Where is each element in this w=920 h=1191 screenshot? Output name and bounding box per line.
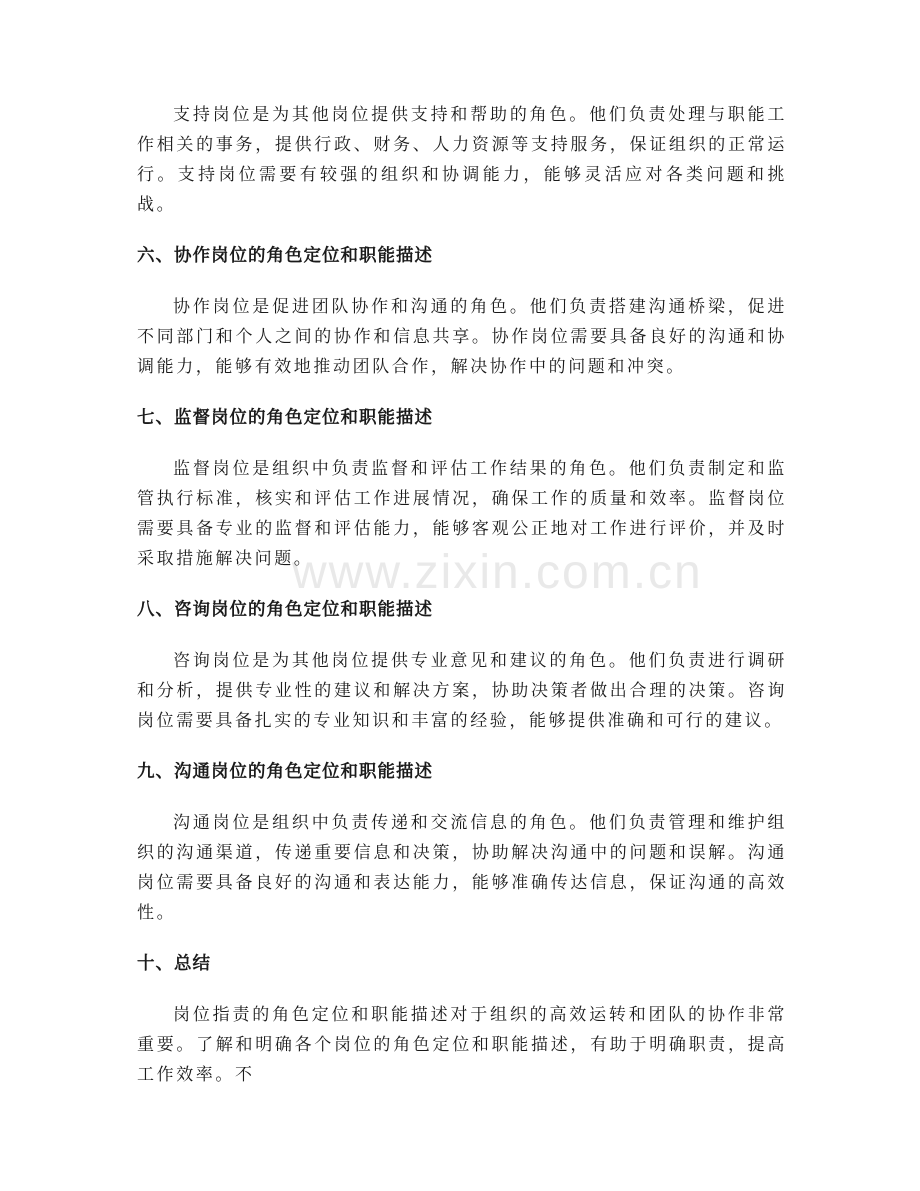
section-heading-10: 十、总结 bbox=[137, 954, 211, 974]
section-heading-8: 八、咨询岗位的角色定位和职能描述 bbox=[137, 600, 433, 620]
section-body-8: 咨询岗位是为其他岗位提供专业意见和建议的角色。他们负责进行调研和分析，提供专业性的建议和解决方案，协助决策者做出合理的决策。咨询岗位需要具备扎实的专业知识和丰富的经验，能够提供准确和可行的建议。 bbox=[137, 651, 787, 731]
section-body-6: 协作岗位是促进团队协作和沟通的角色。他们负责搭建沟通桥梁，促进不同部门和个人之间的协作和信息共享。协作岗位需要具备良好的沟通和协调能力，能够有效地推动团队合作，解决协作中的问题和冲突。 bbox=[137, 297, 787, 377]
section-heading-6: 六、协作岗位的角色定位和职能描述 bbox=[137, 246, 433, 266]
section-heading-9: 九、沟通岗位的角色定位和职能描述 bbox=[137, 762, 433, 782]
intro-paragraph: 支持岗位是为其他岗位提供支持和帮助的角色。他们负责处理与职能工作相关的事务，提供行政、财务、人力资源等支持服务，保证组织的正常运行。支持岗位需要有较强的组织和协调能力，能够灵活应对各类问题和挑战。 bbox=[137, 105, 787, 215]
section-heading-7: 七、监督岗位的角色定位和职能描述 bbox=[137, 408, 433, 428]
section-body-7: 监督岗位是组织中负责监督和评估工作结果的角色。他们负责制定和监管执行标准，核实和评估工作进展情况，确保工作的质量和效率。监督岗位需要具备专业的监督和评估能力，能够客观公正地对工作进行评价，并及时采取措施解决问题。 bbox=[137, 459, 787, 569]
section-body-9: 沟通岗位是组织中负责传递和交流信息的角色。他们负责管理和维护组织的沟通渠道，传递重要信息和决策，协助解决沟通中的问题和误解。沟通岗位需要具备良好的沟通和表达能力，能够准确传达信息，保证沟通的高效性。 bbox=[137, 813, 787, 923]
section-body-10: 岗位指责的角色定位和职能描述对于组织的高效运转和团队的协作非常重要。了解和明确各个岗位的角色定位和职能描述，有助于明确职责，提高工作效率。不 bbox=[137, 1005, 787, 1085]
watermark-text: www.zixin.com.cn bbox=[292, 546, 703, 599]
document-body bbox=[137, 100, 787, 1090]
